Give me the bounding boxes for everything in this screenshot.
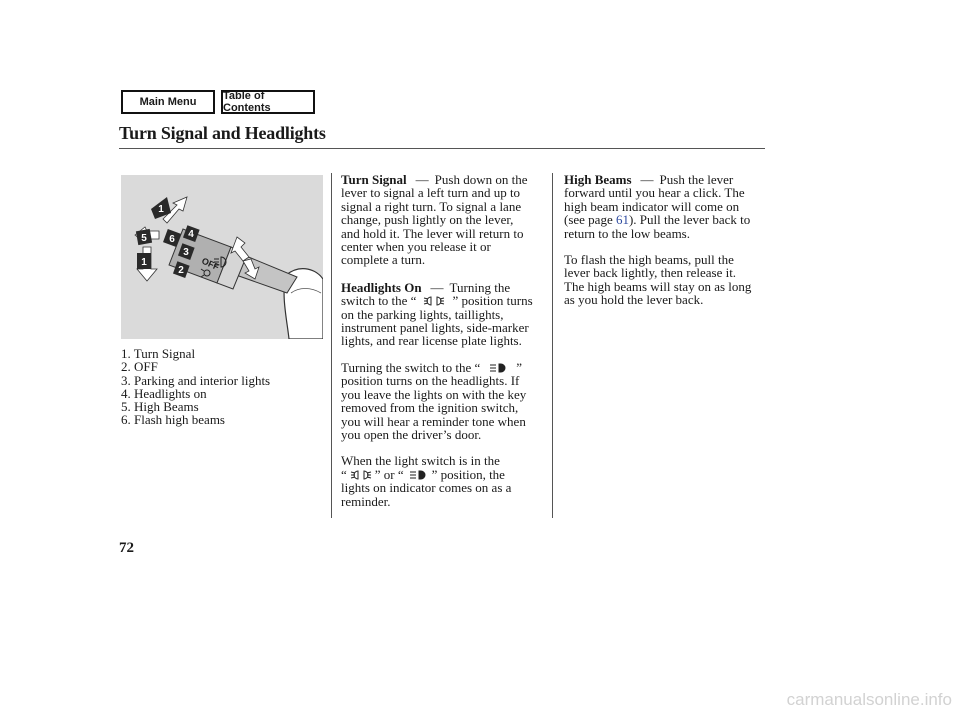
text: reminder. [341,493,391,509]
page-61-link[interactable]: 61 [615,212,629,228]
page-title: Turn Signal and Headlights [119,123,326,143]
headlights-on-heading: Headlights On [341,279,422,295]
switch-label-off: OFF [200,255,221,273]
text: lights on indicator comes on as a [341,480,512,496]
text: center when you release it or [341,239,491,255]
text: Push down on the [434,172,528,187]
page-number: 72 [119,540,134,556]
text: return to the low beams. [564,225,690,241]
watermark: carmanualsonline.info [786,690,952,709]
svg-text:3: 3 [183,247,189,258]
text: complete a turn. [341,252,426,268]
headlight-icon [404,470,432,480]
headlights-paragraph [341,361,546,441]
svg-text:4: 4 [188,229,194,240]
text: as you hold the lever back. [564,292,704,308]
text: ). Pull the lever back to [628,212,751,228]
main-menu-button[interactable]: Main Menu [121,90,215,114]
legend-item: 5. High Beams [121,399,199,415]
svg-text:6: 6 [169,234,175,245]
text: you open the driver’s door. [341,426,482,442]
column-divider [331,173,332,518]
lever-illustration [121,175,323,339]
table-of-contents-button[interactable]: Table of Contents [221,90,315,114]
reminder-paragraph [341,454,546,508]
text: To flash the high beams, pull the [564,252,734,268]
legend-item: 1. Turn Signal [121,346,196,361]
parking-lights-icon [347,470,375,480]
text: lights, and rear license plate lights. [341,333,522,349]
text: ” position turns [452,293,533,309]
headlight-icon [480,363,516,373]
text: ” [516,359,523,375]
text: signal a right turn. To signal a lane [341,198,522,214]
text: forward until you hear a click. The [564,185,745,201]
text: lever to signal a left turn and up to [341,185,521,201]
column-divider [552,173,553,518]
turn-signal-paragraph [341,173,546,267]
svg-text:2: 2 [178,265,184,276]
dash: — [430,279,444,295]
text: and hold it. The lever will return to [341,225,524,241]
text: removed from the ignition switch, [341,400,519,416]
callout-1-bottom [137,253,151,269]
text: Push the lever [659,172,734,187]
text: When the light switch is in the [341,453,500,469]
flash-paragraph [564,253,764,307]
dash: — [415,172,429,187]
text: Turning the switch to the “ [341,359,481,375]
text: you will hear a reminder tone when [341,413,526,429]
legend-item: 3. Parking and interior lights [121,372,271,388]
legend-item: 6. Flash high beams [121,412,225,428]
middle-column [341,173,546,521]
turn-signal-heading: Turn Signal [341,172,407,187]
text: The high beams will stay on as long [564,278,752,294]
svg-text:1: 1 [141,257,147,268]
right-column [564,173,764,320]
legend-item: 2. OFF [121,359,158,375]
headlights-on-paragraph [341,281,546,348]
high-beams-paragraph [564,173,764,240]
figure-legend [121,347,270,427]
svg-text:1: 1 [158,204,164,215]
text: instrument panel lights, side-marker [341,320,529,336]
text: position turns on the headlights. If [341,373,520,389]
text: ” or “ [374,466,404,482]
text: high beam indicator will come on [564,198,740,214]
text: switch to the “ [341,293,417,309]
legend-item: 4. Headlights on [121,385,207,401]
text: change, push lightly on the lever, [341,212,514,228]
parking-lights-icon [416,296,452,306]
callout-5 [136,229,152,245]
text: on the parking lights, taillights, [341,306,504,322]
text: you leave the lights on with the key [341,386,527,402]
lever-diagram [121,175,323,339]
text: Turning the [449,279,511,295]
text: (see page [564,212,613,228]
high-beams-heading: High Beams [564,172,632,187]
svg-text:5: 5 [141,233,147,244]
text: “ [341,466,347,482]
text: ” position, the [431,466,505,482]
dash: — [640,172,654,187]
title-divider [119,148,765,149]
text: lever back lightly, then release it. [564,265,737,281]
